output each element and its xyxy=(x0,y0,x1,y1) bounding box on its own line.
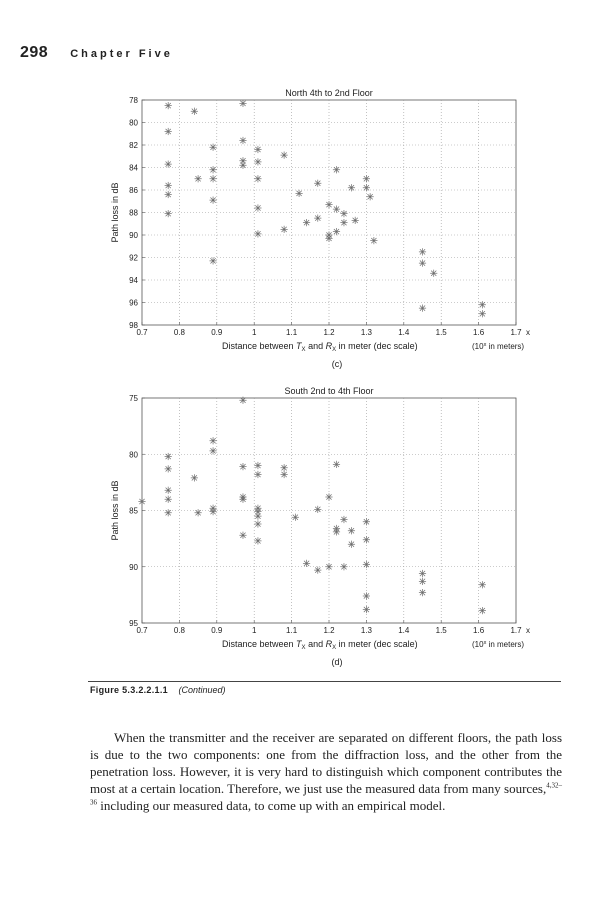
x-tick-label: 1.2 xyxy=(323,328,335,337)
x-tick-label: 1.5 xyxy=(435,328,447,337)
panel-label: (c) xyxy=(331,359,343,369)
data-point xyxy=(325,493,332,500)
data-point xyxy=(340,219,347,226)
x-axis-label-mid: and xyxy=(305,639,326,649)
x-tick-label: 0.9 xyxy=(211,328,223,337)
x-tick-label: 0.7 xyxy=(136,626,148,635)
y-tick-label: 98 xyxy=(129,321,138,330)
x-tick-label: 0.9 xyxy=(211,626,223,635)
data-point xyxy=(209,437,216,444)
data-point xyxy=(314,506,321,513)
data-point xyxy=(479,607,486,614)
data-point xyxy=(419,589,426,596)
data-point xyxy=(295,190,302,197)
data-point xyxy=(314,180,321,187)
data-point xyxy=(367,193,374,200)
data-point xyxy=(363,561,370,568)
data-point xyxy=(333,461,340,468)
data-point xyxy=(209,257,216,264)
x-tick-label: 1 xyxy=(251,626,257,635)
chart-title: South 2nd to 4th Floor xyxy=(284,386,374,396)
data-point xyxy=(209,508,216,515)
data-point xyxy=(419,248,426,255)
data-point xyxy=(333,228,340,235)
y-tick-label: 86 xyxy=(129,186,138,195)
body-paragraph xyxy=(90,729,562,814)
data-point xyxy=(209,197,216,204)
data-point xyxy=(292,514,299,521)
data-point xyxy=(325,235,332,242)
data-point xyxy=(348,184,355,191)
data-point xyxy=(254,471,261,478)
data-point xyxy=(363,175,370,182)
data-point xyxy=(340,516,347,523)
data-point xyxy=(430,270,437,277)
data-point xyxy=(254,204,261,211)
x-tick-label: 1.6 xyxy=(473,328,485,337)
data-point xyxy=(254,462,261,469)
data-point xyxy=(254,146,261,153)
data-point xyxy=(239,162,246,169)
x-tick-label: 1.7 xyxy=(510,626,522,635)
figure-caption xyxy=(90,685,225,695)
data-point xyxy=(165,191,172,198)
x-unit-note xyxy=(472,342,524,351)
x-axis-label-rx-sub: X xyxy=(332,645,337,651)
x-axis-label-pre: Distance between xyxy=(222,341,297,351)
x-axis-label-tx-sub: X xyxy=(301,645,306,651)
y-tick-label: 75 xyxy=(129,394,138,403)
x-unit-note xyxy=(472,640,524,649)
data-point xyxy=(165,496,172,503)
y-tick-label: 95 xyxy=(129,619,138,628)
data-point xyxy=(191,474,198,481)
y-tick-label: 94 xyxy=(129,276,138,285)
data-point xyxy=(303,219,310,226)
data-point xyxy=(363,184,370,191)
x-unit-note-sup: x xyxy=(483,342,487,348)
x-axis-label xyxy=(222,639,418,651)
figure-d-south-2nd-to-4th-floor xyxy=(0,378,613,678)
citation-superscript: 4,32–36 xyxy=(90,781,562,807)
y-tick-label: 78 xyxy=(129,96,138,105)
data-point xyxy=(165,210,172,217)
data-point xyxy=(348,541,355,548)
x-tick-suffix: x xyxy=(526,328,530,337)
data-point xyxy=(239,137,246,144)
data-point xyxy=(254,175,261,182)
x-unit-note-post: in meters) xyxy=(486,342,525,351)
x-axis-label-post: in meter (dec scale) xyxy=(336,341,418,351)
x-axis-label-rx-sub: X xyxy=(332,347,337,353)
data-point xyxy=(281,152,288,159)
x-tick-label: 1.6 xyxy=(473,626,485,635)
data-point xyxy=(195,509,202,516)
data-point xyxy=(363,518,370,525)
figure-c-north-4th-to-2nd-floor xyxy=(0,80,613,380)
data-point xyxy=(340,563,347,570)
data-point xyxy=(239,496,246,503)
data-point xyxy=(239,532,246,539)
data-point xyxy=(138,498,145,505)
x-tick-label: 0.8 xyxy=(173,328,185,337)
data-point xyxy=(419,578,426,585)
data-point xyxy=(254,230,261,237)
data-point xyxy=(340,210,347,217)
y-tick-label: 82 xyxy=(129,141,138,150)
data-point xyxy=(195,175,202,182)
data-point xyxy=(165,465,172,472)
data-point xyxy=(254,537,261,544)
x-tick-label: 1.2 xyxy=(323,626,335,635)
x-axis-label-pre: Distance between xyxy=(222,639,297,649)
chart-title: North 4th to 2nd Floor xyxy=(285,88,373,98)
x-axis-label-rx: R xyxy=(325,639,333,649)
data-point xyxy=(281,226,288,233)
x-tick-label: 1.1 xyxy=(286,626,298,635)
x-axis-label-mid: and xyxy=(305,341,326,351)
data-point xyxy=(325,563,332,570)
data-point xyxy=(419,305,426,312)
data-point xyxy=(165,453,172,460)
data-point xyxy=(165,102,172,109)
data-point xyxy=(209,175,216,182)
y-tick-label: 90 xyxy=(129,562,138,572)
page-number: 298 xyxy=(20,44,49,61)
y-tick-label: 85 xyxy=(129,506,138,516)
x-tick-suffix: x xyxy=(526,626,530,635)
data-point xyxy=(479,581,486,588)
x-tick-label: 1.3 xyxy=(360,626,372,635)
data-point xyxy=(370,237,377,244)
data-point xyxy=(209,166,216,173)
data-point xyxy=(165,161,172,168)
x-tick-label: 1.4 xyxy=(398,328,410,337)
panel-label: (d) xyxy=(331,657,343,667)
x-unit-note-pre: (10 xyxy=(472,640,484,649)
body-text-part-2: including our measured data, to come up with an empirical model. xyxy=(97,798,446,813)
y-tick-label: 96 xyxy=(129,298,138,308)
x-axis-label-rx: R xyxy=(325,341,333,351)
data-point xyxy=(239,100,246,107)
x-axis-label-tx: T xyxy=(296,639,302,649)
data-point xyxy=(281,471,288,478)
data-point xyxy=(333,166,340,173)
data-point xyxy=(209,144,216,151)
data-point xyxy=(352,217,359,224)
running-head xyxy=(20,44,173,62)
data-point xyxy=(314,567,321,574)
x-unit-note-pre: (10 xyxy=(472,342,484,351)
figure-caption-label: Figure 5.3.2.2.1.1 xyxy=(90,685,168,695)
y-tick-label: 80 xyxy=(129,450,138,460)
data-point xyxy=(333,206,340,213)
data-point xyxy=(165,182,172,189)
data-point xyxy=(165,128,172,135)
data-point xyxy=(348,527,355,534)
x-axis-label xyxy=(222,341,418,353)
data-point xyxy=(191,108,198,115)
y-tick-label: 84 xyxy=(129,163,138,173)
data-point xyxy=(165,487,172,494)
x-tick-label: 1 xyxy=(251,328,257,337)
chapter-title: Chapter Five xyxy=(70,48,173,60)
caption-rule xyxy=(88,681,561,682)
x-tick-label: 1.5 xyxy=(435,626,447,635)
data-point xyxy=(303,560,310,567)
data-point xyxy=(314,215,321,222)
data-point xyxy=(239,397,246,404)
y-tick-label: 92 xyxy=(129,253,138,263)
data-point xyxy=(419,260,426,267)
data-point xyxy=(363,606,370,613)
x-tick-label: 1.1 xyxy=(286,328,298,337)
y-tick-label: 90 xyxy=(129,231,138,240)
y-tick-label: 88 xyxy=(129,208,138,218)
y-tick-label: 80 xyxy=(129,118,138,128)
data-point xyxy=(254,513,261,520)
data-point xyxy=(479,301,486,308)
x-axis-label-post: in meter (dec scale) xyxy=(336,639,418,649)
y-axis-label: Path loss in dB xyxy=(110,182,120,243)
x-unit-note-post: in meters) xyxy=(486,640,525,649)
x-tick-label: 1.4 xyxy=(398,626,410,635)
data-point xyxy=(419,570,426,577)
x-axis-label-tx-sub: X xyxy=(301,347,306,353)
data-point xyxy=(333,528,340,535)
figure-caption-continued: (Continued) xyxy=(178,685,226,695)
data-point xyxy=(254,158,261,165)
x-unit-note-sup: x xyxy=(483,640,487,646)
data-point xyxy=(239,463,246,470)
data-point xyxy=(325,201,332,208)
x-tick-label: 1.3 xyxy=(360,328,372,337)
x-tick-label: 1.7 xyxy=(510,328,522,337)
data-point xyxy=(363,536,370,543)
data-point xyxy=(281,464,288,471)
x-axis-label-tx: T xyxy=(296,341,302,351)
data-point xyxy=(479,310,486,317)
data-point xyxy=(165,509,172,516)
data-point xyxy=(254,520,261,527)
data-point xyxy=(209,447,216,454)
x-tick-label: 0.8 xyxy=(173,626,185,635)
y-axis-label: Path loss in dB xyxy=(110,480,120,541)
body-text-part-1: When the transmitter and the receiver are separated on different floors, the path loss is due to the two components: one from the diffraction loss, and the other from the penetration loss. However, it is very hard to distinguish which component contributes the most at a certain location. Therefore, we just use the measured data from many sources, xyxy=(90,730,562,796)
x-tick-label: 0.7 xyxy=(136,328,148,337)
data-point xyxy=(363,592,370,599)
